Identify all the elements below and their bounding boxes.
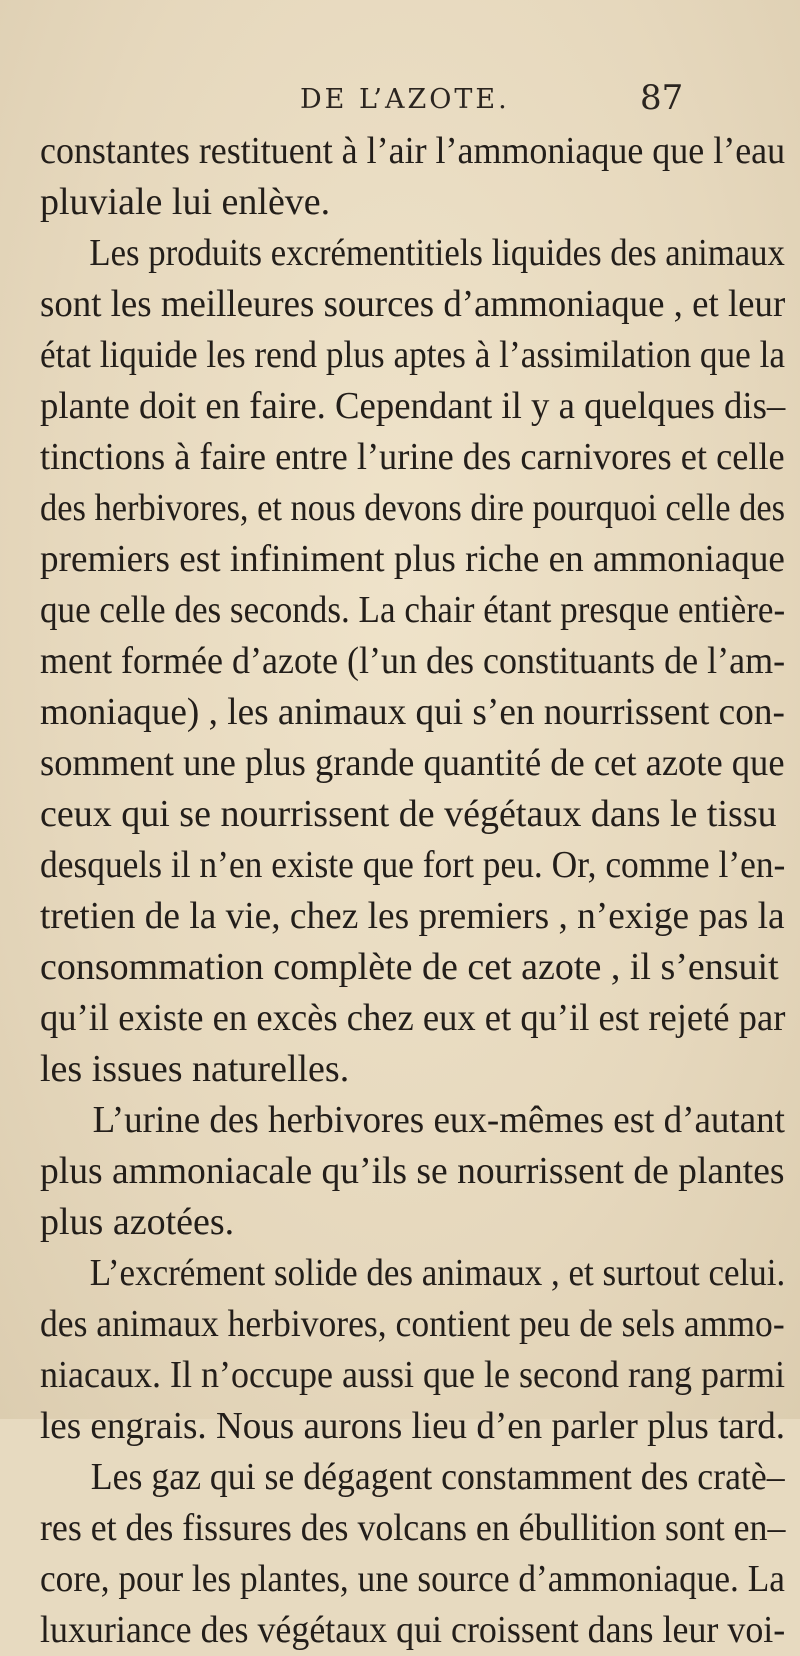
text-line: plus ammoniacale qu’ils se nourrissent de plantes	[40, 1150, 785, 1192]
text-line: moniaque) , les animaux qui s’en nourrissent con-	[40, 691, 785, 733]
paragraph-start-line: L’excrément solide des animaux , et surtout celui.	[89, 1252, 786, 1294]
running-title: DE L’AZOTE.	[300, 84, 510, 115]
text-line: luxuriance des végétaux qui croissent dans leur voi-	[40, 1609, 786, 1651]
text-line: qu’il existe en excès chez eux et qu’il est rejeté par	[40, 997, 786, 1039]
paragraph-start-line: Les gaz qui se dégagent constamment des cratè–	[90, 1456, 785, 1498]
text-line: somment une plus grande quantité de cet azote que	[40, 742, 785, 784]
text-line: consommation complète de cet azote , il s’ensuit	[40, 946, 779, 988]
paragraph-start-line: Les produits excrémentitiels liquides des animaux	[89, 232, 785, 274]
text-line: les engrais. Nous aurons lieu d’en parler plus tard.	[40, 1405, 785, 1447]
text-line: état liquide les rend plus aptes à l’assimilation que la	[40, 334, 786, 376]
text-line: les issues naturelles.	[40, 1048, 350, 1090]
text-line: des herbivores, et nous devons dire pourquoi celle des	[40, 487, 786, 529]
paragraph-start-line: L’urine des herbivores eux-mêmes est d’autant	[92, 1099, 785, 1141]
text-line: tretien de la vie, chez les premiers , n’exige pas la	[40, 895, 785, 937]
text-line: des animaux herbivores, contient peu de sels ammo-	[40, 1303, 785, 1345]
text-line: desquels il n’en existe que fort peu. Or, comme l’en-	[40, 844, 786, 886]
page-header	[0, 78, 800, 118]
text-line: ment formée d’azote (l’un des constituants de l’am-	[40, 640, 786, 682]
text-line: res et des fissures des volcans en ébullition sont en–	[40, 1507, 786, 1549]
page-number: 87	[640, 78, 684, 118]
body-text	[40, 126, 785, 1656]
text-line: tinctions à faire entre l’urine des carnivores et celle	[40, 436, 785, 478]
text-line: pluviale lui enlève.	[40, 181, 331, 223]
text-line: que celle des seconds. La chair étant presque entière-	[40, 589, 786, 631]
text-line: niacaux. Il n’occupe aussi que le second rang parmi	[40, 1354, 786, 1396]
text-line: ceux qui se nourrissent de végétaux dans le tissu	[40, 793, 777, 835]
text-line: constantes restituent à l’air l’ammoniaque que l’eau	[40, 130, 786, 172]
text-line: plante doit en faire. Cependant il y a quelques dis–	[40, 385, 786, 427]
text-line: sont les meilleures sources d’ammoniaque , et leur	[40, 283, 786, 325]
text-line: premiers est infiniment plus riche en ammoniaque	[40, 538, 785, 580]
text-line: plus azotées.	[40, 1201, 235, 1243]
text-line: core, pour les plantes, une source d’ammoniaque. La	[40, 1558, 785, 1600]
